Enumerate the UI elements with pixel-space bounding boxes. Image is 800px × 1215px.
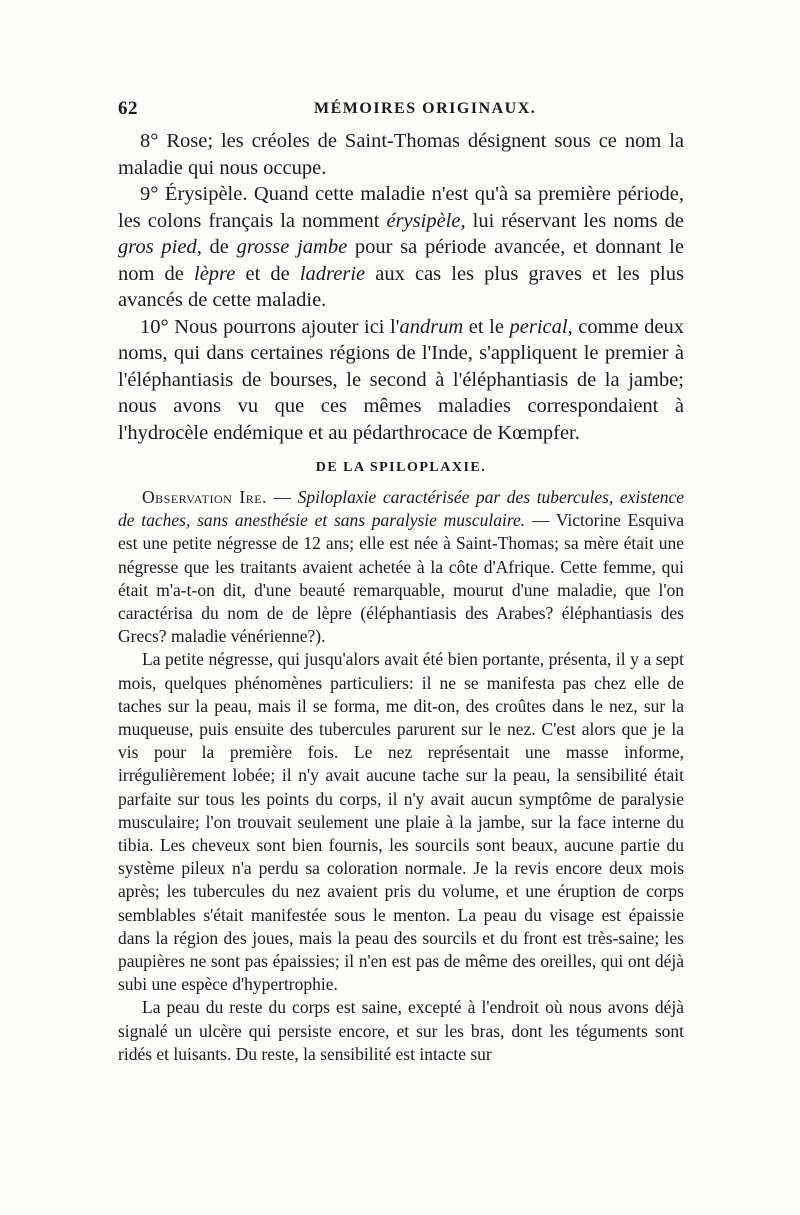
p9-text-f: aux cas les plus graves et les plus avancés de cette maladie. xyxy=(118,262,684,311)
p8-text: 8° Rose; les créoles de Saint-Thomas désignent sous ce nom la maladie qui nous occupe. xyxy=(118,130,684,179)
p9-text-d: pour sa période avancée, et donnant le nom de xyxy=(118,236,684,285)
p10-text-b: et le xyxy=(463,315,510,338)
page-number: 62 xyxy=(118,98,138,119)
paragraph-8 xyxy=(118,128,684,181)
paragraph-10 xyxy=(118,314,684,447)
paragraph-9 xyxy=(118,181,684,314)
p10-text-c: , comme deux noms, qui dans certaines régions de l'Inde, s'appliquent le premier à l'éléphantiasis de bourses, le second à l'éléphantiasis de la jambe; nous avons vu que ces mêmes maladies correspondaient à l'hydrocèle endémique et au pédarthrocace de Kœmpfer. xyxy=(118,315,685,444)
p9-text-a: 9° Érysipèle. Quand cette maladie n'est qu'à sa première période, les colons français la nomment xyxy=(118,183,684,232)
section-title: DE LA SPILOPLAXIE. xyxy=(315,460,487,475)
p9-text-e: et de xyxy=(235,262,300,285)
p10-text-a: 10° Nous pourrons ajouter ici l' xyxy=(140,315,400,338)
running-head xyxy=(118,98,684,124)
observation-paragraph-1 xyxy=(118,486,684,648)
term-grosse-jambe: grosse jambe xyxy=(236,236,348,258)
observation-label: Observation Ire. xyxy=(142,487,267,507)
observation-dash: — xyxy=(266,487,298,507)
term-ladrerie: ladrerie xyxy=(299,262,366,285)
term-lepre: lèpre xyxy=(194,262,236,285)
observation-paragraph-2 xyxy=(118,648,684,996)
observation-text: — Victorine Esquiva est une petite négresse de 12 ans; elle est née à Saint-Thomas; sa mère était une négresse que les traitants avaient achetée à la côte d'Afrique. Cette femme, qui était m'a-t-on dit, d'une beauté remarquable, mourut d'une maladie, que l'on caractérisa du nom de de lèpre (éléphantiasis des Arabes? éléphantiasis des Grecs? maladie vénérienne?). xyxy=(118,510,684,647)
observation-paragraph-3 xyxy=(118,996,684,1066)
running-title: MÉMOIRES ORIGINAUX. xyxy=(314,100,537,117)
body-text xyxy=(118,128,684,1066)
observation-title: Spiloplaxie caractérisée par des tubercules, existence de taches, sans anesthésie et sans paralysie musculaire. xyxy=(118,487,685,531)
observation-p2-text: La petite négresse, qui jusqu'alors avait été bien portante, présenta, il y a sept mois, quelques phénomènes particuliers: il ne se manifesta pas chez elle de taches sur la peau, mais il se forma, me dit-on, des croûtes dans le nez, sur la muqueuse, puis ensuite des tubercules parurent sur le nez. C'est alors que je la vis pour la première fois. Le nez représentait une masse informe, irrégulièrement lobée; il n'y avait aucune tache sur la peau, la sensibilité était parfaite sur tous les points du corps, il n'y avait aucun symptôme de paralysie musculaire; l'on trouvait seulement une plaie à la jambe, sur la face interne du tibia. Les cheveux sont bien fournis, les sourcils sont beaux, aucune partie du système pileux n'a perdu sa coloration normale. Je la revis encore deux mois après; les tubercules du nez avaient pris du volume, et une éruption de corps semblables s'était manifestée sous le menton. La peau du visage est épaissie dans la région des joues, mais la peau des sourcils et du front est très-saine; les paupières ne sont pas épaissies; il n'en est pas de même des oreilles, qui ont déjà subi une espèce d'hypertrophie. xyxy=(118,649,684,995)
term-gros-pied: gros pied xyxy=(118,236,197,258)
term-andrum: andrum xyxy=(399,315,464,338)
names-section xyxy=(118,128,684,446)
p9-text-c: , de xyxy=(196,236,237,258)
observation-p3-text: La peau du reste du corps est saine, excepté à l'endroit où nous avons déjà signalé un ulcère qui persiste encore, et sur les bras, dont les téguments sont ridés et luisants. Du reste, la sensibilité est intacte sur xyxy=(118,997,684,1064)
term-perical: perical xyxy=(509,315,568,338)
term-erysipele: érysipèle xyxy=(386,209,461,232)
observation-section xyxy=(118,486,684,1066)
p9-text-b: , lui réservant les noms de xyxy=(460,209,684,232)
